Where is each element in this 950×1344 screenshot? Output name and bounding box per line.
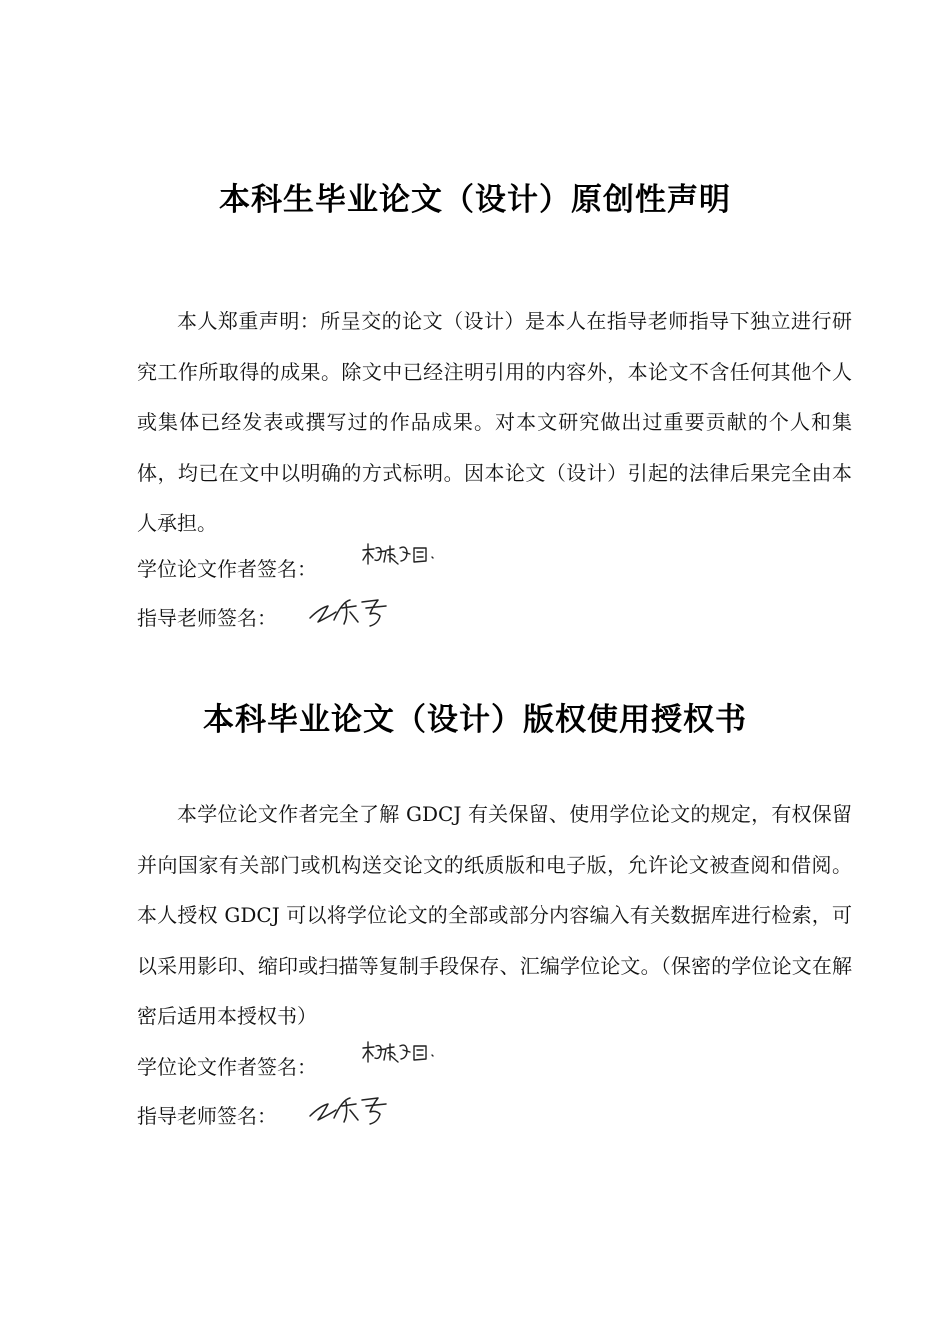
declaration-advisor-signature-label: 指导老师签名： [137, 606, 277, 630]
advisor-handwritten-signature [306, 594, 396, 630]
authorization-paragraph: 本学位论文作者完全了解 GDCJ 有关保留、使用学位论文的规定，有权保留并向国家有关部门或机构送交论文的纸质版和电子版，允许论文被查阅和借阅。本人授权 GDCJ 可以将学位论文的全部或部分内容编入有关数据库进行检索，可以采用影印、缩印或扫描等复制手段保存、汇编学位论文。（保密的学位论文在解密后适用本授权书） [137, 802, 852, 1028]
author-handwritten-signature [360, 1038, 440, 1068]
advisor-handwritten-signature [306, 1092, 396, 1128]
authorization-advisor-signature-label: 指导老师签名： [137, 1104, 277, 1128]
authorization-author-signature-label: 学位论文作者签名： [137, 1055, 317, 1079]
declaration-author-signature-label: 学位论文作者签名： [137, 557, 317, 581]
authorization-title: 本科毕业论文（设计）版权使用授权书 [203, 702, 747, 738]
author-handwritten-signature [360, 540, 440, 570]
declaration-title: 本科生毕业论文（设计）原创性声明 [219, 182, 731, 218]
declaration-paragraph: 本人郑重声明：所呈交的论文（设计）是本人在指导老师指导下独立进行研究工作所取得的成果。除文中已经注明引用的内容外，本论文不含任何其他个人或集体已经发表或撰写过的作品成果。对本文研究做出过重要贡献的个人和集体，均已在文中以明确的方式标明。因本论文（设计）引起的法律后果完全由本人承担。 [137, 309, 852, 535]
